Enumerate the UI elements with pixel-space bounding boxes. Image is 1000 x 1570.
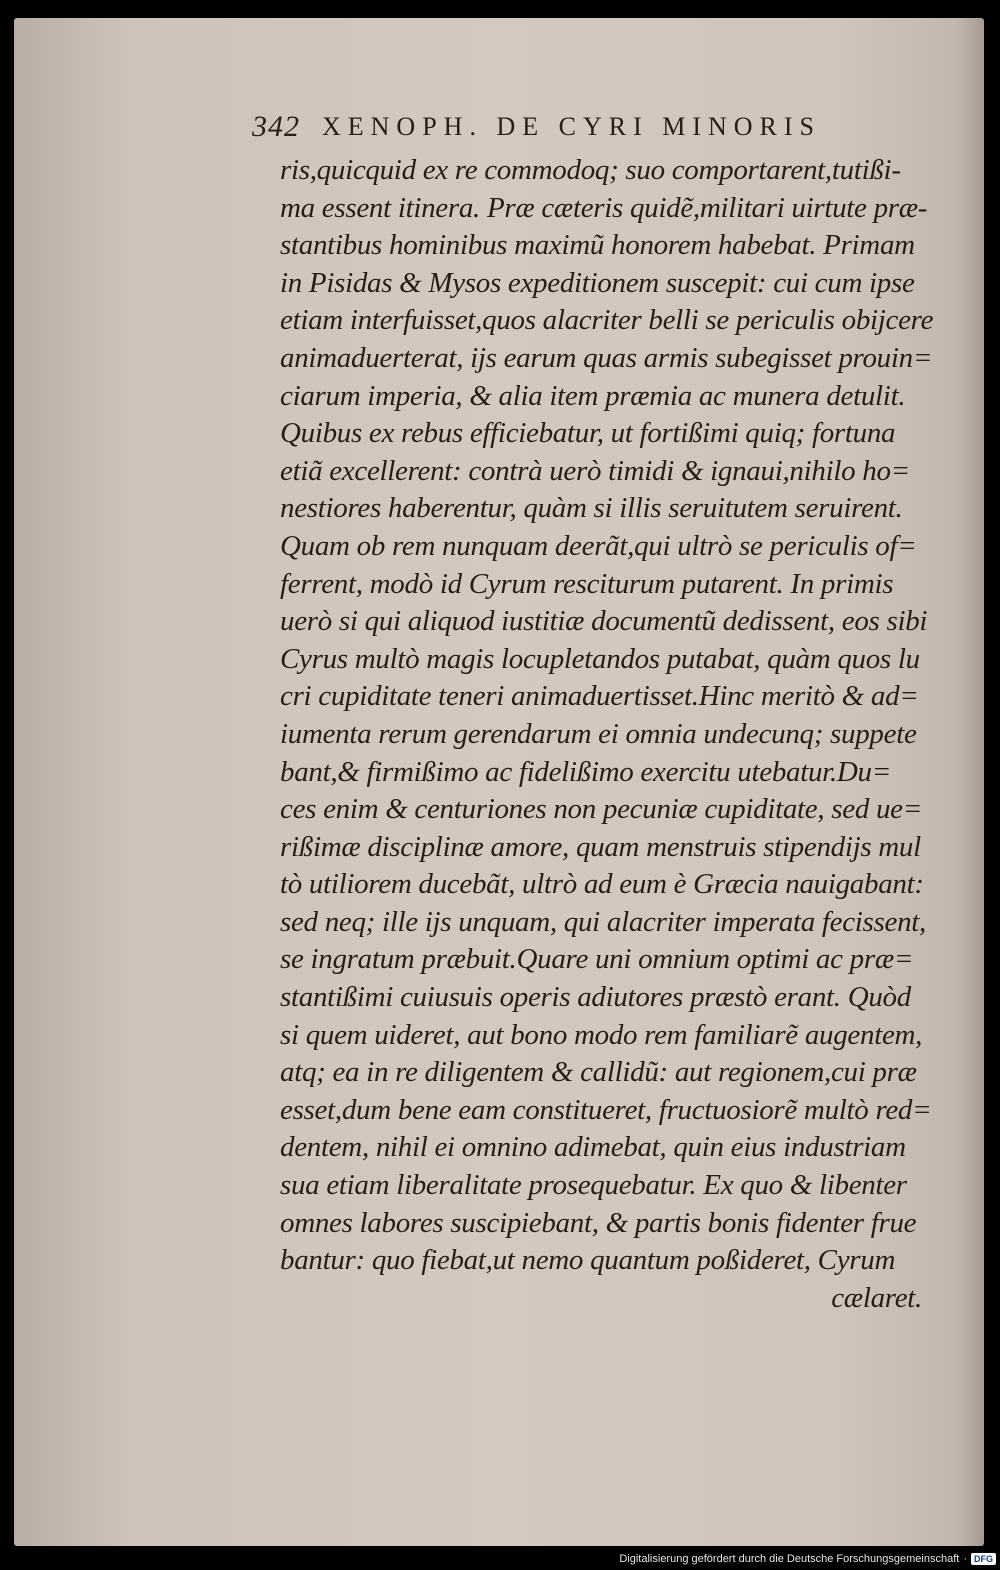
text-line: si quem uideret, aut bono modo rem familiarẽ augentem, (280, 1018, 923, 1051)
page-edge-shadow (956, 18, 984, 1546)
text-line: omnes labores suscipiebant, & partis bonis fidenter frue (280, 1206, 917, 1239)
body-text (280, 152, 934, 1317)
dfg-logo: DFG (971, 1553, 996, 1565)
text-line: animaduerterat, ijs earum quas armis subegisset prouin= (280, 341, 933, 374)
text-line: dentem, nihil ei omnino adimebat, quin eius industriam (280, 1131, 906, 1164)
separator-dot: · (963, 1553, 967, 1565)
text-line: se ingratum præbuit.Quare uni omnium optimi ac præ= (280, 943, 914, 976)
text-line: etiã excellerent: contrà uerò timidi & ignaui,nihilo ho= (280, 454, 910, 487)
text-line: in Pisidas & Mysos expeditionem suscepit: cui cum ipse (280, 266, 915, 299)
text-line: Quam ob rem nunquam deerãt,qui ultrò se periculis of= (280, 529, 917, 562)
running-title: XENOPH. DE CYRI MINORIS (322, 112, 822, 141)
text-line: ces enim & centuriones non pecuniæ cupiditate, sed ue= (280, 793, 923, 826)
text-line: ferrent, modò id Cyrum resciturum putarent. In primis (280, 567, 894, 600)
text-line: Quibus ex rebus efficiebatur, ut fortißimi quiq; fortuna (280, 417, 896, 450)
text-line: nestiores haberentur, quàm si illis seruitutem seruirent. (280, 492, 903, 525)
page-header (252, 110, 892, 150)
text-line: tò utiliorem ducebãt, ultrò ad eum è Græcia nauigabant: (280, 868, 924, 901)
text-line: esset,dum bene eam constitueret, fructuosiorẽ multò red= (280, 1093, 932, 1126)
text-line: stantißimi cuiusuis operis adiutores præstò erant. Quòd (280, 981, 911, 1014)
text-line: atq; ea in re diligentem & callidũ: aut regionem,cui præ (280, 1056, 917, 1089)
text-line: ris,quicquid ex re commodoq; suo comportarent,tutißi- (280, 154, 901, 186)
text-line: sed neq; ille ijs unquam, qui alacriter imperata fecissent, (280, 905, 926, 938)
page-number: 342 (252, 110, 300, 143)
text-line: bant,& firmißimo ac fidelißimo exercitu utebatur.Du= (280, 755, 892, 788)
text-line: etiam interfuisset,quos alacriter belli se periculis obijcere (280, 304, 934, 337)
text-line: stantibus hominibus maximũ honorem habebat. Primam (280, 229, 915, 262)
text-line: bantur: quo fiebat,ut nemo quantum poßideret, Cyrum (280, 1244, 896, 1277)
text-line: sua etiam liberalitate prosequebatur. Ex quo & libenter (280, 1169, 907, 1202)
text-line: ma essent itinera. Præ cæteris quidẽ,militari uirtute præ- (280, 191, 928, 224)
text-line: iumenta rerum gerendarum ei omnia undecunq; suppete (280, 717, 917, 750)
digitization-credit (619, 1552, 996, 1566)
credit-text: Digitalisierung gefördert durch die Deutsche Forschungsgemeinschaft (619, 1553, 960, 1565)
text-line: rißimæ disciplinæ amore, quam menstruis stipendijs mul (280, 830, 921, 863)
text-line: uerò si qui aliquod iustitiæ documentũ dedissent, eos sibi (280, 605, 928, 638)
text-line: Cyrus multò magis locupletandos putabat, quàm quos lu (280, 642, 920, 675)
text-line: cælaret. (831, 1281, 922, 1314)
text-line: ciarum imperia, & alia item præmia ac munera detulit. (280, 379, 906, 412)
text-line: cri cupiditate teneri animaduertisset.Hinc meritò & ad= (280, 680, 919, 713)
